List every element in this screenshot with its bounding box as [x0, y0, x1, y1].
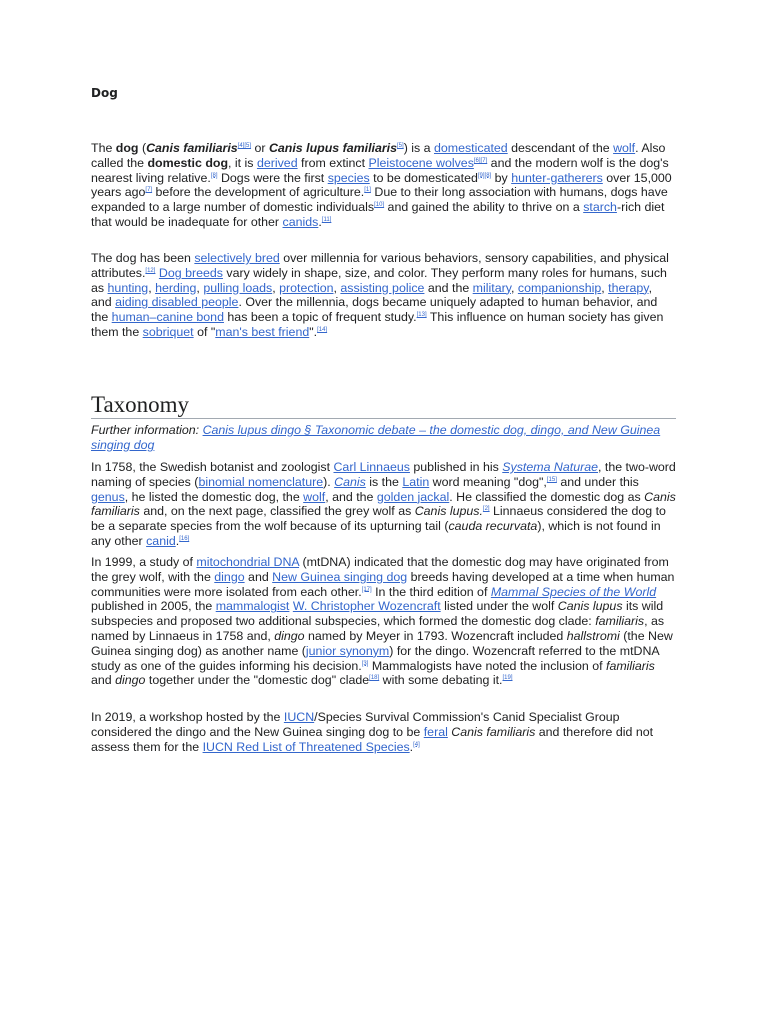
link-latin[interactable]: Latin [402, 474, 430, 489]
citation-link[interactable]: [9][8] [477, 172, 492, 179]
citation-link[interactable]: [15] [546, 476, 557, 483]
link-dog-breeds[interactable]: Dog breeds [158, 265, 223, 280]
link-junior-synonym[interactable]: junior synonym [305, 643, 390, 658]
document-title: Dog [91, 86, 118, 100]
link-derived[interactable]: derived [256, 155, 298, 170]
link-iucn-red-list[interactable]: IUCN Red List of Threatened Species [202, 739, 410, 754]
citation-link[interactable]: [10] [374, 202, 385, 209]
link-protection[interactable]: protection [279, 280, 334, 295]
citation-link[interactable]: [1] [364, 187, 371, 194]
link-canids[interactable]: canids [282, 214, 319, 229]
citation-link[interactable]: [2] [482, 506, 490, 513]
link-mammalogist[interactable]: mammalogist [215, 599, 290, 614]
link-genus[interactable]: genus [91, 489, 125, 504]
citation-link[interactable]: [18] [369, 675, 380, 682]
link-pulling-loads[interactable]: pulling loads [203, 280, 273, 295]
link-selectively-bred[interactable]: selectively bred [194, 251, 280, 265]
link-canis[interactable]: Canis [334, 474, 366, 489]
citation-link[interactable]: [8] [210, 172, 218, 179]
link-new-guinea-singing-dog[interactable]: New Guinea singing dog [272, 569, 408, 584]
link-canis-lupus-dingo[interactable]: Canis lupus dingo § Taxonomic debate – the domestic dog, dingo, and New Guinea singing dog [91, 423, 661, 452]
citation-link[interactable]: [3] [361, 660, 369, 667]
taxonomy-paragraph-3: In 2019, a workshop hosted by the IUCN/Species Survival Commission's Canid Specialist Group considered the dingo and the New Guinea singing dog to be feral Canis familiaris and therefore did not assess them for the IUCN Red List of Threatened Species.[4] [91, 710, 654, 754]
citation-link[interactable]: [13] [416, 312, 427, 319]
link-hunter-gatherers[interactable]: hunter-gatherers [511, 170, 603, 185]
link-mammal-species-of-the-world[interactable]: Mammal Species of the World [490, 584, 657, 599]
citation-link[interactable]: [7] [145, 187, 153, 194]
link-sobriquet[interactable]: sobriquet [142, 324, 194, 339]
link-hunting[interactable]: hunting [107, 280, 149, 295]
link-wolf[interactable]: wolf [303, 489, 326, 504]
link-aiding-disabled-people[interactable]: aiding disabled people [115, 295, 239, 310]
link-mans-best-friend[interactable]: man's best friend [215, 324, 310, 339]
link-carl-linnaeus[interactable]: Carl Linnaeus [333, 460, 410, 474]
intro-paragraph-1: The dog (Canis familiaris[4][5] or Canis lupus familiaris[5]) is a domesticated descendant of the wolf. Also called the domestic dog, it is derived from extinct Pleistocene wolves[6][7] and the modern wolf is the dog's nearest living relative.[8] Dogs were the first species to be domesticated[9][8] by hunter-gatherers over 15,000 years ago[7] before the development of agriculture.[1] Due to their long association with humans, dogs have expanded to a large number of domestic individuals[10] and gained the ability to thrive on a starch-rich diet that would be inadequate for other canids.[11] [91, 141, 672, 229]
link-systema-naturae[interactable]: Systema Naturae [502, 460, 598, 474]
citation-link[interactable]: [4] [413, 741, 420, 748]
citation-link[interactable]: [12] [145, 267, 156, 274]
citation-link[interactable]: [11] [321, 216, 332, 223]
link-pleistocene-wolves[interactable]: Pleistocene wolves [368, 155, 474, 170]
citation-link[interactable]: [5] [397, 142, 404, 149]
citation-link[interactable]: [14] [317, 326, 328, 333]
citation-link[interactable]: [16] [179, 535, 190, 542]
link-starch[interactable]: starch [583, 200, 617, 215]
link-canid[interactable]: canid [146, 533, 176, 548]
link-military[interactable]: military [472, 280, 511, 295]
citation-link[interactable]: [19] [502, 675, 513, 682]
link-species[interactable]: species [327, 170, 370, 185]
link-binomial-nomenclature[interactable]: binomial nomenclature [198, 474, 324, 489]
link-human-canine-bond[interactable]: human–canine bond [111, 310, 224, 325]
link-feral[interactable]: feral [423, 724, 448, 739]
taxonomy-paragraph-2: In 1999, a study of mitochondrial DNA (mtDNA) indicated that the domestic dog may have originated from the grey wolf, with the dingo and New Guinea singing dog breeds having developed at a time when human communities were more isolated from each other.[17] In the third edition of Mammal Species of the World published in 2005, the mammalogist W. Christopher Wozencraft listed under the wolf Canis lupus its wild subspecies and proposed two additional subspecies, which formed the domestic dog clade: familiaris, as named by Linnaeus in 1758 and, dingo named by Meyer in 1793. Wozencraft included hallstromi (the New Guinea singing dog) as another name (junior synonym) for the dingo. Wozencraft referred to the mtDNA study as one of the guides informing his decision.[3] Mammalogists have noted the inclusion of familiaris and dingo together under the "domestic dog" clade[18] with some debating it.[19] [91, 555, 675, 688]
link-w-christopher-wozencraft[interactable]: W. Christopher Wozencraft [292, 599, 441, 614]
link-wolf[interactable]: wolf [613, 141, 636, 155]
link-dingo[interactable]: dingo [214, 569, 245, 584]
link-companionship[interactable]: companionship [517, 280, 602, 295]
link-golden-jackal[interactable]: golden jackal [376, 489, 450, 504]
link-therapy[interactable]: therapy [608, 280, 649, 295]
further-information-note: Further information: Canis lupus dingo § Taxonomic debate – the domestic dog, dingo, and New Guinea singing dog [91, 423, 661, 452]
link-herding[interactable]: herding [155, 280, 197, 295]
link-iucn[interactable]: IUCN [283, 710, 315, 724]
link-mitochondrial-dna[interactable]: mitochondrial DNA [196, 555, 300, 569]
citation-link[interactable]: [4][5] [237, 142, 252, 149]
intro-paragraph-2: The dog has been selectively bred over millennia for various behaviors, sensory capabilities, and physical attributes.[12] Dog breeds vary widely in shape, size, and color. They perform many roles for humans, such as hunting, herding, pulling loads, protection, assisting police and the military, companionship, therapy, and aiding disabled people. Over the millennia, dogs became uniquely adapted to human behavior, and the human–canine bond has been a topic of frequent study.[13] This influence on human society has given them the sobriquet of "man's best friend".[14] [91, 251, 669, 339]
link-domesticated[interactable]: domesticated [433, 141, 508, 155]
citation-link[interactable]: [17] [361, 586, 372, 593]
citation-link[interactable]: [6][7] [473, 157, 488, 164]
taxonomy-paragraph-1: In 1758, the Swedish botanist and zoologist Carl Linnaeus published in his Systema Naturae, the two-word naming of species (binomial nomenclature). Canis is the Latin word meaning "dog",[15] and under this genus, he listed the domestic dog, the wolf, and the golden jackal. He classified the domestic dog as Canis familiaris and, on the next page, classified the grey wolf as Canis lupus.[2] Linnaeus considered the dog to be a separate species from the wolf because of its upturning tail (cauda recurvata), which is not found in any other canid.[16] [91, 460, 676, 548]
section-heading-taxonomy: Taxonomy [91, 392, 676, 419]
link-assisting-police[interactable]: assisting police [340, 280, 425, 295]
